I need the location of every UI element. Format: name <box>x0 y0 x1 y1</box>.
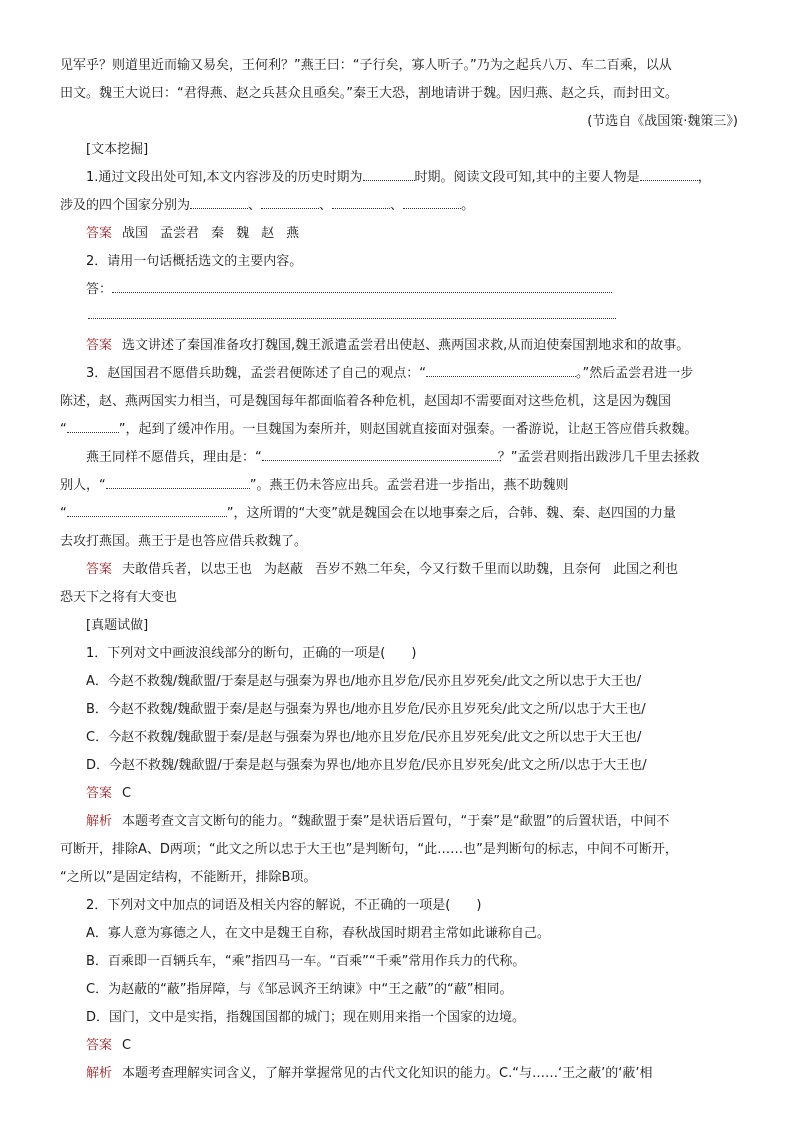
exam-q2-answer <box>60 1032 738 1060</box>
q1-blank-state-2[interactable] <box>261 194 319 209</box>
q3-text: ”，起到了缓冲作用。一旦魏国为秦所并，则赵国就直接面对强秦。一番游说，让赵王答应借兵救魏。 <box>118 422 698 437</box>
q3-answer-item: 为赵蔽 <box>264 562 304 577</box>
q3-text: 燕王同样不愿借兵，理由是：“ <box>86 450 262 465</box>
exam-q1-option-b[interactable]: B．今赵不救魏/魏歃盟于秦/是赵与强秦为界也/地亦且岁危/民亦且岁死矣/此文之所/以忠于大王也/ <box>86 702 646 717</box>
exam-q1-analysis-line-3: “之所以”是固定结构，不能断开，排除B项。 <box>60 870 317 885</box>
q3-text: 别人，“ <box>60 478 106 493</box>
exam-q2-option-a[interactable]: A．寡人意为寡德之人，在文中是魏王自称，春秋战国时期君主常如此谦称自己。 <box>86 926 550 941</box>
q2-answer-text: 选文讲述了秦国准备攻打魏国,魏王派遣孟尝君出使赵、燕两国求救,从而迫使秦国割地求和的故事。 <box>122 338 690 353</box>
answer-label: 答案 <box>86 1038 113 1053</box>
q1-text-part-3: ， <box>697 170 711 185</box>
q2-answer-blank-line-2 <box>60 304 738 332</box>
exam-q1-analysis-text: 本题考查文言文断句的能力。“魏歃盟于秦”是状语后置句，“于秦”是“歃盟”的后置状语，中间不 <box>122 814 670 829</box>
exam-q2-option-b[interactable]: B．百乘即一百辆兵车，“乘”指四马一车。“百乘”“千乘”常用作兵力的代称。 <box>86 954 526 969</box>
q1-text-part-2: 时期。阅读文段可知,其中的主要人物是 <box>414 170 640 185</box>
q3-answer-line-1 <box>60 556 738 584</box>
q2-answer-prompt-line <box>60 276 738 304</box>
q1-answer-item: 燕 <box>286 226 300 241</box>
exam-q1-answer-value: C <box>122 786 132 801</box>
question-3-line-1 <box>60 360 738 388</box>
q1-blank-person[interactable] <box>640 166 698 181</box>
exam-q2-option-d[interactable]: D．国门，文中是实指，指魏国国都的城门；现在则用来指一个国家的边境。 <box>86 1010 526 1025</box>
answer-label: 答案 <box>86 338 113 353</box>
exam-q2-answer-value: C <box>122 1038 132 1053</box>
exam-q1-option-a[interactable]: A．今赵不救魏/魏歃盟/于秦是赵与强秦为界也/地亦且岁危/民亦且岁死矣/此文之所以忠于大王也/ <box>86 674 642 689</box>
q1-blank-state-1[interactable] <box>190 194 248 209</box>
q1-answer-item: 秦 <box>211 226 225 241</box>
question-3-line-5 <box>60 472 738 500</box>
q1-separator: 、 <box>248 198 262 213</box>
analysis-label: 解析 <box>86 814 113 829</box>
q3-answer-item: 此国之利也 <box>613 562 679 577</box>
q1-text-part-4: 涉及的四个国家分别为 <box>60 198 191 213</box>
q3-blank-5[interactable] <box>67 502 227 517</box>
answer-label: 答案 <box>86 786 113 801</box>
question-1-line-2 <box>60 192 738 220</box>
q3-text: 3．赵国国君不愿借兵助魏，孟尝君便陈述了自己的观点：“ <box>86 366 427 381</box>
answer-label: 答案 <box>86 562 113 577</box>
exam-q2-analysis-line-1 <box>60 1060 738 1088</box>
q3-blank-3[interactable] <box>262 446 498 461</box>
q3-blank-2[interactable] <box>67 418 119 433</box>
q2-answer <box>60 332 738 360</box>
q3-text: ？”孟尝君则指出跋涉几千里去拯救 <box>497 450 700 465</box>
exam-q1-option-c[interactable]: C．今赵不救魏/魏歃盟于秦/是赵与强秦为界也/地亦且岁危/民亦且岁死矣/此文之所以忠于大王也/ <box>86 730 642 745</box>
q2-answer-blank-2[interactable] <box>88 304 616 319</box>
q1-end-mark: 。 <box>461 198 475 213</box>
q1-answer-item: 赵 <box>261 226 275 241</box>
question-3-line-7: 去攻打燕国。燕王于是也答应借兵救魏了。 <box>60 534 308 549</box>
passage-line-2: 田文。魏王大说曰：“君得燕、赵之兵甚众且亟矣。”秦王大恐，割地请讲于魏。因归燕、赵之兵，而封田文。 <box>60 86 678 101</box>
q1-text-part-1: 1.通过文段出处可知,本文内容涉及的历史时期为 <box>86 170 363 185</box>
q1-blank-state-4[interactable] <box>403 194 461 209</box>
question-2-text: 2．请用一句话概括选文的主要内容。 <box>86 254 303 269</box>
q2-answer-prompt: 答： <box>86 282 113 297</box>
q1-answer-item: 孟尝君 <box>160 226 200 241</box>
passage-source: (节选自《战国策·魏策三》) <box>587 114 738 129</box>
q1-separator: 、 <box>390 198 404 213</box>
question-3-line-4 <box>60 444 738 472</box>
exam-question-2-text: 2．下列对文中加点的词语及相关内容的解说，不正确的一项是( ) <box>86 898 482 913</box>
exam-question-1-text: 1．下列对文中画波浪线部分的断句，正确的一项是( ) <box>86 646 417 661</box>
q3-blank-1[interactable] <box>426 362 576 377</box>
question-1-line-1 <box>60 164 738 192</box>
q3-text: ”，这所谓的“大变”就是魏国会在以地事秦之后，合韩、魏、秦、赵四国的力量 <box>226 506 676 521</box>
q3-text: 。”然后孟尝君进一步 <box>576 366 694 381</box>
exam-q1-option-d[interactable]: D．今赵不救魏/魏歃盟/于秦是赵与强秦为界也/地亦且岁危/民亦且岁死矣/此文之所/以忠于大王也/ <box>86 758 647 773</box>
question-3-line-6 <box>60 500 738 528</box>
question-3-line-2: 陈述，赵、燕两国实力相当，可是魏国每年都面临着各种危机，赵国却不需要面对这些危机，这是因为魏国 <box>60 394 672 409</box>
q2-answer-blank-1[interactable] <box>112 278 612 293</box>
q1-answer-item: 战国 <box>122 226 149 241</box>
section-title-text-mining: [文本挖掘] <box>86 142 149 157</box>
q3-text: “ <box>60 506 67 521</box>
document-page <box>60 52 738 1088</box>
exam-q1-analysis-line-1 <box>60 808 738 836</box>
section-title-real-exam: [真题试做] <box>86 618 149 633</box>
analysis-label: 解析 <box>86 1066 113 1081</box>
q3-answer-line-2: 恐天下之将有大变也 <box>60 590 178 605</box>
q3-answer-item: 夫敢借兵者，以忠王也 <box>122 562 253 577</box>
question-3-line-3 <box>60 416 738 444</box>
q3-text: ”。燕王仍未答应出兵。孟尝君进一步指出，燕不助魏则 <box>249 478 569 493</box>
q1-answer <box>60 220 738 248</box>
q3-text: “ <box>60 422 67 437</box>
exam-q2-analysis-text: 本题考查理解实词含义，了解并掌握常见的古代文化知识的能力。C.“与……‘王之蔽’的‘蔽’相 <box>122 1066 653 1081</box>
q1-blank-state-3[interactable] <box>332 194 390 209</box>
exam-q1-answer <box>60 780 738 808</box>
q3-blank-4[interactable] <box>106 474 250 489</box>
exam-q2-option-c[interactable]: C．为赵蔽的“蔽”指屏障，与《邹忌讽齐王纳谏》中“王之蔽”的“蔽”相同。 <box>86 982 513 997</box>
q3-answer-item: 吾岁不熟二年矣，今又行数千里而以助魏，且奈何 <box>315 562 602 577</box>
q1-answer-item: 魏 <box>236 226 250 241</box>
q1-blank-period[interactable] <box>363 166 415 181</box>
exam-q1-analysis-line-2: 可断开，排除A、D两项；“此文之所以忠于大王也”是判断句，“此……也”是判断句的标志，中间不可断开， <box>60 842 678 857</box>
q1-separator: 、 <box>319 198 333 213</box>
answer-label: 答案 <box>86 226 113 241</box>
passage-line-1: 见军乎？则道里近而输又易矣，王何利？”燕王曰：“子行矣，寡人听子。”乃为之起兵八万、车二百乘，以从 <box>60 58 672 73</box>
